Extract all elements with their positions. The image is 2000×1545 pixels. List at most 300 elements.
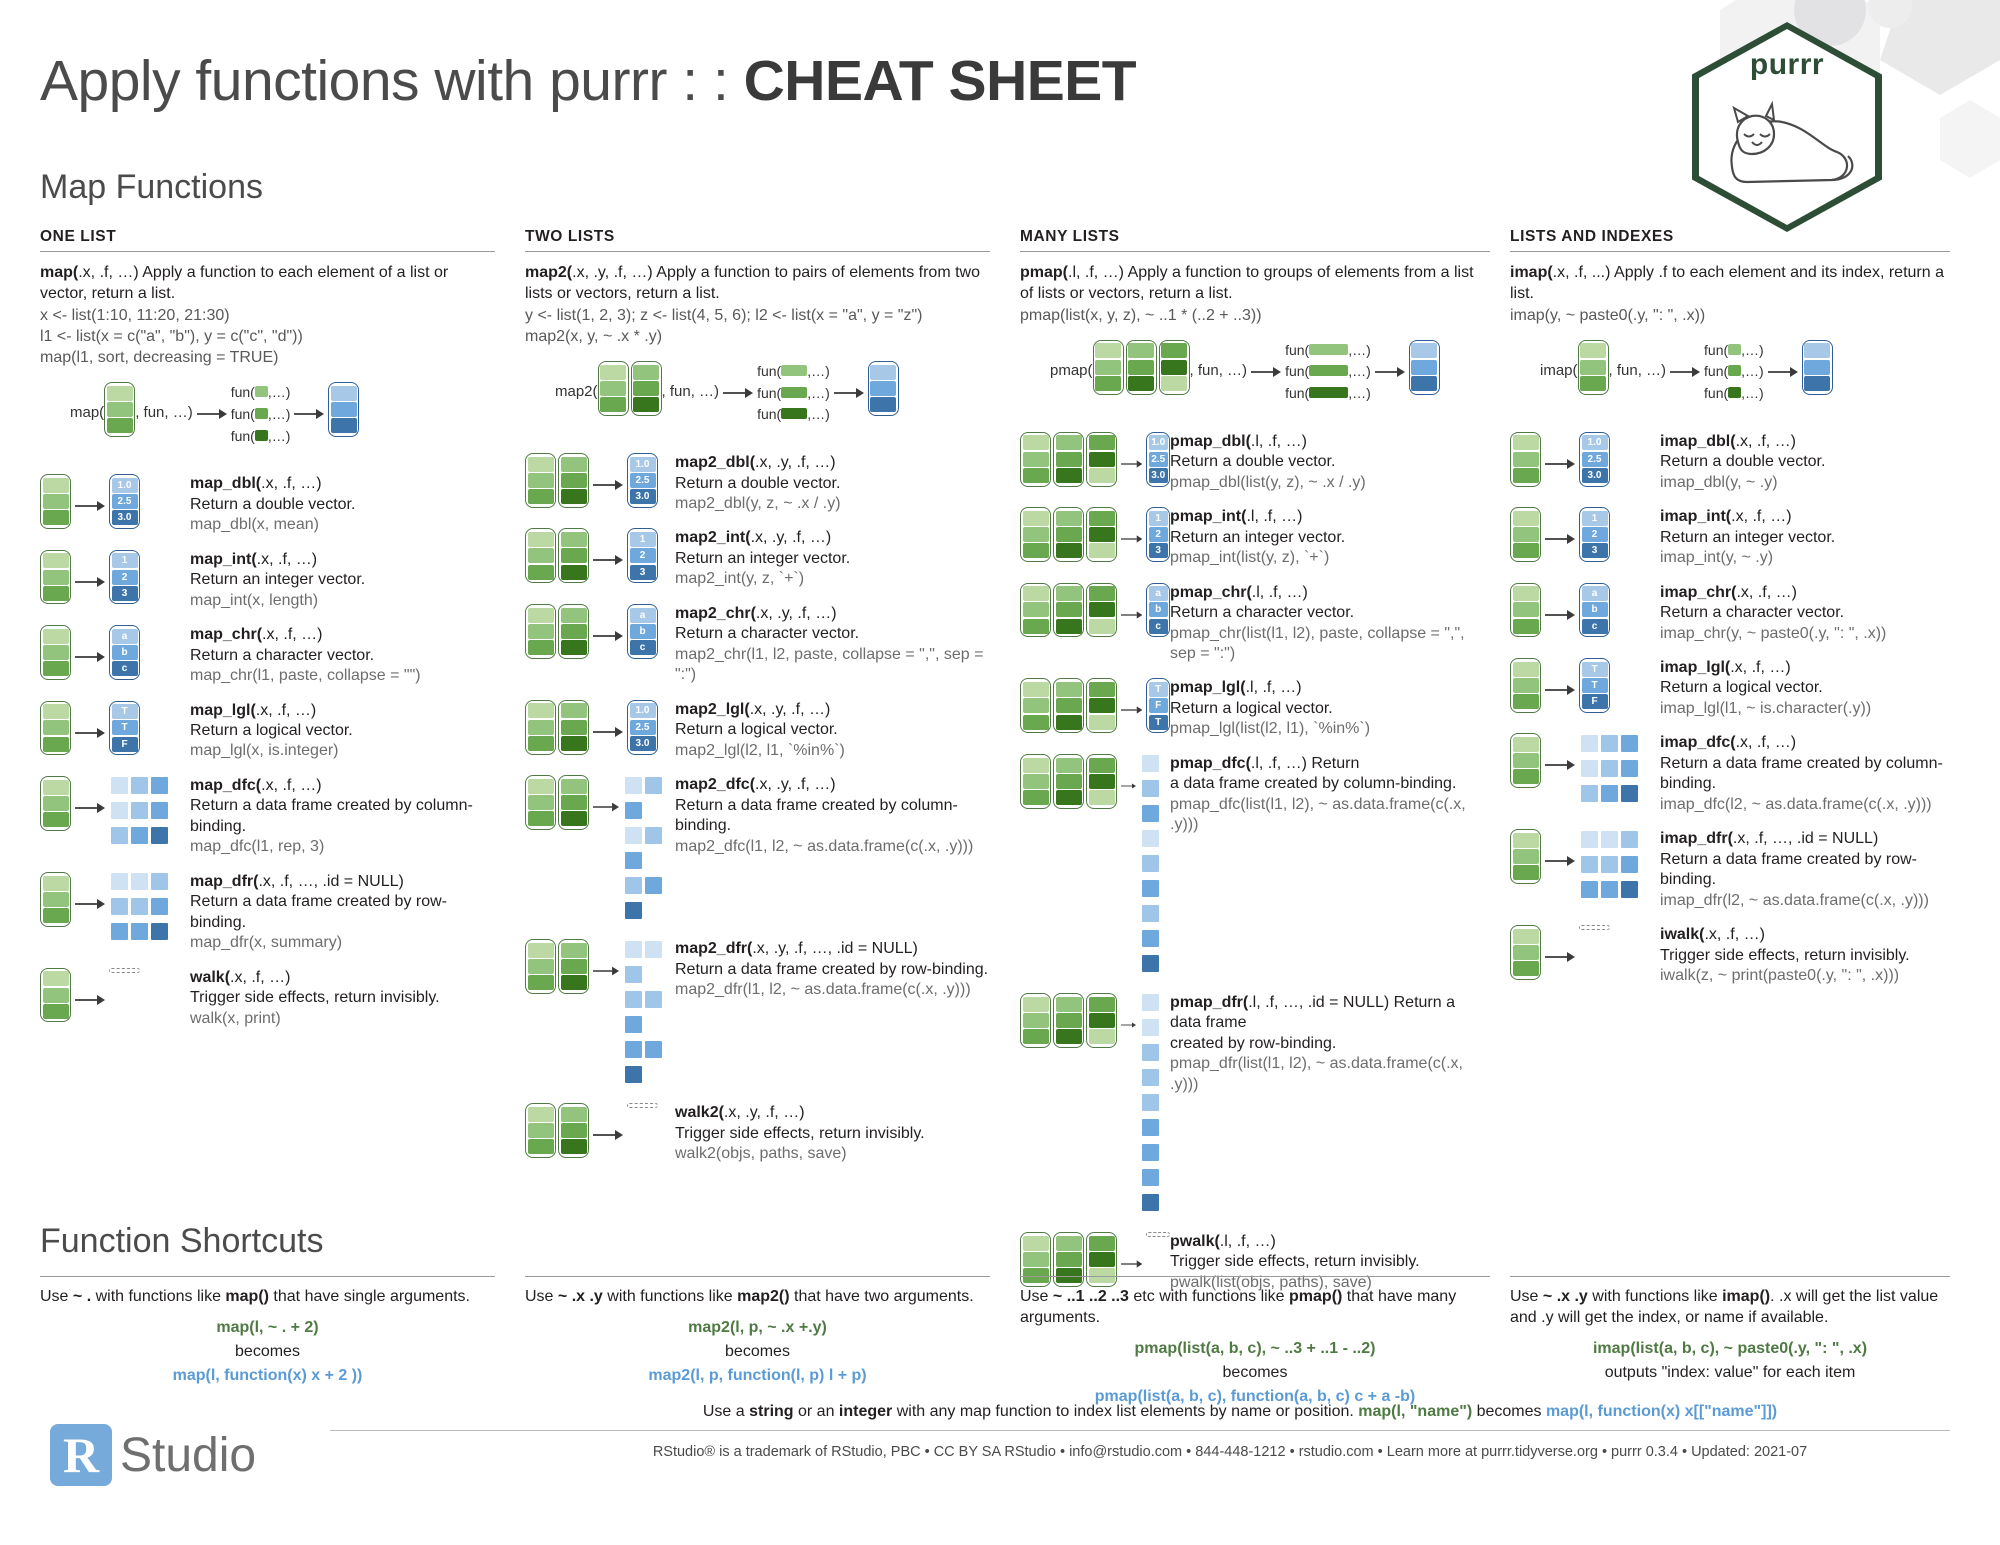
column-code-example: pmap(list(x, y, z), ~ ..1 * (..2 + ..3)) (1020, 306, 1262, 324)
function-entry-graphic (525, 939, 675, 1089)
function-example: walk(x, print) (190, 1009, 281, 1027)
function-entry (1510, 658, 1950, 719)
column-intro: pmap(.l, .f, …) Apply a function to groups of elements from a list of lists or vectors, return a list. pmap(list(x, y, z), ~ ..1 * (..2 + ..3)) (1020, 262, 1490, 326)
function-entry-graphic (1510, 658, 1660, 713)
list-vector-graphic (558, 528, 589, 583)
output-vector-graphic (328, 382, 359, 437)
column-code-example: x <- list(1:10, 11:20, 21:30) l1 <- list(x = c("a", "b"), y = c("c", "d")) map(l1, sort, decreasing = TRUE) (40, 306, 303, 367)
function-name: map_dfr( (190, 872, 259, 890)
string-note-pre: Use a (702, 1403, 750, 1420)
column-intro: imap(.x, .f, ...) Apply .f to each element and its index, return a list. imap(y, ~ paste0(.y, ": ", .x)) (1510, 262, 1950, 326)
arrow-icon (834, 383, 864, 403)
list-vector-graphic (558, 775, 589, 830)
function-description: Return a logical vector. (1170, 699, 1333, 717)
function-name: map2_chr( (675, 604, 756, 622)
invisible-output-graphic (1579, 925, 1610, 930)
function-description: Return a data frame created by row-binding. (1660, 850, 1918, 889)
function-description: Trigger side effects, return invisibly. (1660, 946, 1910, 964)
string-note-green-code: map(l, "name") (1358, 1403, 1473, 1420)
function-description: Return a character vector. (675, 625, 860, 643)
page-title (40, 48, 1136, 114)
diagram-fun-calls: fun( ,…) fun( ,…) fun( ,…) (1285, 341, 1371, 402)
output-vector-graphic: 1 2 3 (1579, 507, 1610, 562)
string-note-blue-code: map(l, function(x) x[["name"]]) (1545, 1403, 1778, 1420)
string-note-bold-integer: integer (838, 1403, 893, 1420)
function-entry (40, 625, 495, 686)
function-entry-text: iwalk(.x, .f, …) Trigger side effects, return invisibly. iwalk(z, ~ print(paste0(.y, ": ", .x))) (1660, 925, 1910, 986)
function-entry (1020, 507, 1490, 568)
function-description: Return a logical vector. (1660, 679, 1823, 697)
output-vector-graphic: 1.0 2.5 3.0 (627, 453, 658, 508)
list-vector-graphic (40, 550, 71, 605)
function-description: Return a data frame created by row-binding. (675, 960, 989, 978)
output-vector-graphic: 1 2 3 (109, 550, 140, 605)
function-entry-graphic (40, 968, 190, 1023)
function-entry-text: pmap_lgl(.l, .f, …) Return a logical vector. pmap_lgl(list(l2, l1), `%in%`) (1170, 678, 1370, 739)
function-example: pmap_dfc(list(l1, l2), ~ as.data.frame(c(.x, .y))) (1170, 795, 1466, 834)
list-vector-graphic (558, 939, 589, 994)
shortcut-green-code: map2(l, p, ~ .x +.y) (688, 1319, 827, 1337)
function-description: Trigger side effects, return invisibly. (190, 989, 440, 1007)
function-description: Return a character vector. (190, 646, 375, 664)
output-vector-graphic: a b c (627, 604, 658, 659)
shortcut-divider (1020, 1276, 1490, 1277)
function-name: pmap_lgl( (1170, 679, 1246, 697)
shortcut-blue-code: pmap(list(a, b, c), function(a, b, c) c + a -b) (1094, 1388, 1416, 1406)
shortcut-green-code: pmap(list(a, b, c), ~ ..3 + ..1 - ..2) (1134, 1340, 1376, 1358)
shortcut-becomes: outputs "index: value" for each item (1604, 1364, 1856, 1382)
function-entry (1510, 432, 1950, 493)
string-note-bold-string: string (749, 1403, 794, 1420)
list-vector-graphic (558, 1103, 589, 1158)
function-entry (1020, 993, 1490, 1218)
footer-divider (330, 1430, 1950, 1431)
function-entry-text: walk(.x, .f, …) Trigger side effects, return invisibly. walk(x, print) (190, 968, 440, 1029)
function-name: pwalk( (1170, 1232, 1220, 1250)
function-description: Trigger side effects, return invisibly. (675, 1124, 925, 1142)
function-example: map_dfr(x, summary) (190, 934, 343, 952)
function-entry-graphic (1020, 754, 1170, 979)
invisible-output-graphic (1146, 1232, 1170, 1237)
function-entry (40, 776, 495, 858)
arrow-icon (75, 723, 105, 743)
output-vector-graphic (868, 361, 899, 416)
function-name: pmap_int( (1170, 508, 1247, 526)
list-vector-graphic (1020, 754, 1051, 809)
list-vector-graphic (525, 775, 556, 830)
column-heading: MANY LISTS (1020, 228, 1490, 252)
function-entry (40, 474, 495, 535)
row-bind-grid-graphic (1140, 993, 1170, 1218)
arrow-icon (593, 550, 623, 570)
function-entry-text: map_dbl(.x, .f, …) Return a double vector. map_dbl(x, mean) (190, 474, 355, 535)
function-name: imap_chr( (1660, 583, 1737, 601)
function-entry (1510, 829, 1950, 911)
output-vector-graphic: 1 2 3 (627, 528, 658, 583)
list-vector-graphic (1086, 507, 1117, 562)
function-entry-text: map2_dfc(.x, .y, .f, …) Return a data frame created by column-binding. map2_dfc(l1, l2, ~ as.data.frame(c(.x, .y))) (675, 775, 990, 857)
shortcut-becomes: becomes (725, 1343, 790, 1361)
function-shortcut-4 (1510, 1276, 1950, 1383)
function-entry-text: pmap_int(.l, .f, …) Return an integer vector. pmap_int(list(y, z), `+`) (1170, 507, 1345, 568)
function-entry (1510, 507, 1950, 568)
function-name: walk( (190, 968, 231, 986)
arrow-icon (294, 404, 324, 424)
arrow-icon (75, 647, 105, 667)
arrow-icon (593, 626, 623, 646)
footer-text: RStudio® is a trademark of RStudio, PBC • CC BY SA RStudio • info@rstudio.com • 844-448-1212 • rstudio.com • Learn more at purrr.tidyverse.org • purrr 0.3.4 • Updated: 2021-07 (652, 1444, 1808, 1460)
function-example: pwalk(list(objs, paths), save) (1170, 1273, 1372, 1291)
function-name: pmap_dbl( (1170, 432, 1251, 450)
function-entry-graphic (525, 700, 675, 755)
function-example: imap_dbl(y, ~ .y) (1660, 473, 1778, 491)
list-vector-graphic (1086, 678, 1117, 733)
function-entry-text: map2_int(.x, .y, .f, …) Return an integer vector. map2_int(y, z, `+`) (675, 528, 850, 589)
output-vector-graphic (1409, 340, 1440, 395)
function-name: map2_dbl( (675, 454, 756, 472)
column-diagram (40, 382, 495, 460)
function-entry (1020, 583, 1490, 665)
function-entry (1020, 432, 1490, 493)
function-example: iwalk(z, ~ print(paste0(.y, ": ", .x))) (1660, 967, 1900, 985)
output-vector-graphic: 1.0 2.5 3.0 (109, 474, 140, 529)
output-vector-graphic (1802, 340, 1833, 395)
function-example: map2_dbl(y, z, ~ .x / .y) (675, 495, 841, 512)
list-vector-graphic (40, 474, 71, 529)
function-entry-graphic (1020, 432, 1170, 487)
function-entry-text: map_dfr(.x, .f, …, .id = NULL) Return a data frame created by row-binding. map_dfr(x, summary) (190, 872, 495, 954)
shortcut-blue-code: map2(l, p, function(l, p) l + p) (648, 1367, 867, 1385)
function-entry (40, 550, 495, 611)
function-description: Return an integer vector. (1660, 528, 1836, 546)
list-vector-graphic (1510, 829, 1541, 884)
diagram-fun-args: , fun, …) (1608, 361, 1667, 379)
column-heading: ONE LIST (40, 228, 495, 252)
function-entry (40, 872, 495, 954)
function-entry-text: pmap_dbl(.l, .f, …) Return a double vector. pmap_dbl(list(y, z), ~ .x / .y) (1170, 432, 1366, 493)
string-note-mid2: with any map function to index list elements by name or position. (892, 1403, 1359, 1420)
function-entry (525, 700, 990, 761)
list-vector-graphic (1086, 583, 1117, 638)
function-entry-text: map_chr(.x, .f, …) Return a character vector. map_chr(l1, paste, collapse = "") (190, 625, 421, 686)
function-entry (525, 1103, 990, 1164)
output-vector-graphic: 1.0 2.5 3.0 (1146, 432, 1170, 487)
function-name: iwalk( (1660, 926, 1705, 944)
function-entry (525, 939, 990, 1089)
column-diagram (1020, 340, 1490, 418)
function-example: imap_dfc(l2, ~ as.data.frame(c(.x, .y))) (1660, 795, 1932, 813)
column-heading: LISTS AND INDEXES (1510, 228, 1950, 252)
function-description: Return a data frame created by column-binding. (190, 797, 473, 835)
list-vector-graphic (1086, 432, 1117, 487)
function-description: Return a logical vector. (190, 722, 353, 740)
diagram-fun-args: , fun, …) (135, 404, 193, 422)
section-title-function-shortcuts: Function Shortcuts (40, 1222, 324, 1260)
function-description: Return a double vector. (675, 474, 841, 492)
list-vector-graphic (525, 528, 556, 583)
list-vector-graphic (1053, 754, 1084, 809)
function-shortcut-2 (525, 1276, 990, 1386)
function-shortcut-3 (1020, 1276, 1490, 1408)
function-description: created by row-binding. (1170, 1034, 1337, 1052)
list-vector-graphic (1159, 340, 1190, 395)
arrow-icon (1545, 680, 1575, 700)
function-example: walk2(objs, paths, save) (675, 1145, 847, 1163)
function-entry (1020, 678, 1490, 739)
shortcut-becomes: becomes (1222, 1364, 1288, 1382)
list-vector-graphic (558, 453, 589, 508)
shortcut-green-code: imap(list(a, b, c), ~ paste0(.y, ": ", .x) (1592, 1340, 1868, 1358)
function-entry (1510, 583, 1950, 644)
rstudio-logo-mark: R (50, 1424, 112, 1486)
row-bind-grid-graphic (1579, 829, 1639, 904)
function-example: imap_dfr(l2, ~ as.data.frame(c(.x, .y))) (1660, 891, 1929, 909)
arrow-icon (75, 496, 105, 516)
function-entry-text: map_lgl(.x, .f, …) Return a logical vector. map_lgl(x, is.integer) (190, 701, 353, 762)
function-entry-text: imap_dfr(.x, .f, …, .id = NULL) Return a data frame created by row-binding. imap_dfr(l2, ~ as.data.frame(c(.x, .y))) (1660, 829, 1950, 911)
function-description: Return an integer vector. (190, 571, 366, 589)
list-vector-graphic (1053, 432, 1084, 487)
function-name: imap_dfc( (1660, 734, 1736, 752)
function-entry-graphic (40, 872, 190, 947)
arrow-icon (1545, 851, 1575, 871)
function-entry (525, 453, 990, 514)
function-entry (40, 701, 495, 762)
list-vector-graphic (1020, 993, 1051, 1048)
diagram-label: pmap( (1050, 361, 1093, 379)
arrow-icon (1545, 947, 1575, 967)
row-bind-grid-graphic (109, 872, 169, 947)
function-entry-graphic (40, 550, 190, 605)
function-description: Return a data frame created by row-binding. (190, 893, 448, 931)
function-example: imap_int(y, ~ .y) (1660, 549, 1774, 567)
diagram-label: imap( (1540, 361, 1578, 379)
function-entry (1020, 754, 1490, 979)
function-entry-graphic (1510, 925, 1660, 980)
function-name: map_lgl( (190, 701, 256, 719)
function-description: Return an integer vector. (675, 549, 851, 567)
list-vector-graphic (1053, 583, 1084, 638)
section-title-map-functions: Map Functions (40, 168, 263, 206)
arrow-icon (1121, 529, 1142, 549)
arrow-icon (1121, 454, 1142, 474)
list-vector-graphic (40, 872, 71, 927)
function-entry-graphic (525, 453, 675, 508)
list-vector-graphic (1053, 507, 1084, 562)
output-vector-graphic: T T F (109, 701, 140, 756)
diagram-fun-args: , fun, …) (1189, 361, 1248, 379)
list-vector-graphic (525, 939, 556, 994)
function-description: Trigger side effects, return invisibly. (1170, 1253, 1420, 1271)
function-entry-text: map2_dbl(.x, .y, .f, …) Return a double vector. map2_dbl(y, z, ~ .x / .y) (675, 453, 841, 514)
string-note-mid1: or an (793, 1403, 839, 1420)
shortcut-becomes: becomes (235, 1343, 300, 1361)
function-name: imap_lgl( (1660, 659, 1731, 677)
column-bind-grid-graphic (109, 776, 169, 851)
function-example: map2_chr(l1, l2, paste, collapse = ",", sep = ":") (675, 645, 984, 684)
list-vector-graphic (1020, 432, 1051, 487)
arrow-icon (1375, 362, 1405, 382)
function-name: imap_dfr( (1660, 830, 1733, 848)
function-entry-text: map2_dfr(.x, .y, .f, …, .id = NULL) Return a data frame created by row-binding. map2_dfr(l1, l2, ~ as.data.frame(c(.x, .y))) (675, 939, 988, 1000)
function-example: map_dbl(x, mean) (190, 516, 319, 534)
function-example: map_chr(l1, paste, collapse = "") (190, 667, 421, 685)
arrow-icon (1545, 605, 1575, 625)
shortcut-divider (40, 1276, 495, 1277)
column-diagram (1510, 340, 1950, 418)
function-entry-graphic (40, 776, 190, 851)
function-entry-graphic (525, 1103, 675, 1158)
column-intro: map(.x, .f, …) Apply a function to each element of a list or vector, return a list. x <- list(1:10, 11:20, 21:30) l1 <- list(x = c("a", "b"), y = c("c", "d")) map(l1, sort, decreasing = TRUE) (40, 262, 495, 368)
list-vector-graphic (1086, 754, 1117, 809)
list-vector-graphic (1510, 583, 1541, 638)
list-vector-graphic (1020, 583, 1051, 638)
output-vector-graphic: a b c (1579, 583, 1610, 638)
list-vector-graphic (1020, 507, 1051, 562)
function-entry-text: pwalk(.l, .f, …) Trigger side effects, return invisibly. pwalk(list(objs, paths), save) (1170, 1232, 1420, 1293)
arrow-icon (1121, 776, 1136, 796)
function-name: walk2( (675, 1104, 724, 1122)
column-diagram (525, 361, 990, 439)
output-vector-graphic: a b c (1146, 583, 1170, 638)
function-name: map2_dfc( (675, 776, 756, 794)
function-entry-text: pmap_dfr(.l, .f, …, .id = NULL) Return a data frame created by row-binding. pmap_dfr(list(l1, l2), ~ as.data.frame(c(.x, .y))) (1170, 993, 1490, 1095)
list-vector-graphic (40, 625, 71, 680)
function-entry-text: pmap_dfc(.l, .f, …) Return a data frame created by column-binding. pmap_dfc(list(l1, l2), ~ as.data.frame(c(.x, .y))) (1170, 754, 1490, 836)
function-example: map2_int(y, z, `+`) (675, 570, 805, 588)
arrow-icon (1545, 454, 1575, 474)
purrr-hex-logo (1692, 22, 1882, 232)
function-example: map2_lgl(l2, l1, `%in%`) (675, 741, 845, 759)
arrow-icon (75, 990, 105, 1010)
output-vector-graphic: T F T (1146, 678, 1170, 733)
list-vector-graphic (525, 1103, 556, 1158)
diagram-label: map2( (555, 383, 598, 401)
function-name: map2_lgl( (675, 700, 750, 718)
list-vector-graphic (40, 968, 71, 1023)
list-vector-graphic (1053, 678, 1084, 733)
function-example: imap_lgl(l1, ~ is.character(.y)) (1660, 699, 1872, 717)
column-heading: TWO LISTS (525, 228, 990, 252)
arrow-icon (723, 383, 753, 403)
arrow-icon (1545, 755, 1575, 775)
list-vector-graphic (598, 361, 629, 416)
function-entry-text: pmap_chr(.l, .f, …) Return a character vector. pmap_chr(list(l1, l2), paste, collapse = ",", sep = ":") (1170, 583, 1490, 665)
function-entry-graphic (40, 625, 190, 680)
list-vector-graphic (104, 382, 135, 437)
function-entry-graphic (1020, 678, 1170, 733)
function-entry-text: map2_lgl(.x, .y, .f, …) Return a logical vector. map2_lgl(l2, l1, `%in%`) (675, 700, 845, 761)
cat-illustration (1712, 92, 1862, 202)
list-vector-graphic (631, 361, 662, 416)
function-entry (40, 968, 495, 1029)
function-name: imap_int( (1660, 508, 1732, 526)
list-vector-graphic (525, 453, 556, 508)
shortcut-divider (525, 1276, 990, 1277)
function-name: pmap_chr( (1170, 583, 1252, 601)
arrow-icon (1670, 362, 1700, 382)
row-bind-grid-graphic (623, 939, 675, 1089)
background-decoration (1240, 0, 2000, 220)
function-entry-graphic (525, 775, 675, 925)
arrow-icon (1121, 1254, 1142, 1274)
list-vector-graphic (40, 776, 71, 831)
arrow-icon (1121, 700, 1142, 720)
shortcut-description: Use ~ ..1 ..2 ..3 etc with functions like pmap() that have many arguments. (1020, 1288, 1457, 1327)
diagram-fun-calls: fun( ,…) fun( ,…) fun( ,…) (757, 363, 830, 423)
list-vector-graphic (558, 604, 589, 659)
function-entry-graphic (40, 701, 190, 756)
function-entry-graphic (1020, 583, 1170, 638)
shortcut-green-code: map(l, ~ . + 2) (216, 1319, 319, 1337)
output-vector-graphic: 1.0 2.5 3.0 (1579, 432, 1610, 487)
function-example: pmap_dfr(list(l1, l2), ~ as.data.frame(c(.x, .y))) (1170, 1055, 1463, 1093)
function-example: pmap_lgl(list(l2, l1), `%in%`) (1170, 720, 1371, 738)
map-column-one-list (40, 228, 495, 1029)
arrow-icon (1121, 605, 1142, 625)
list-vector-graphic (1053, 993, 1084, 1048)
rstudio-logo (50, 1424, 256, 1486)
function-entry-text: imap_lgl(.x, .f, …) Return a logical vector. imap_lgl(l1, ~ is.character(.y)) (1660, 658, 1871, 719)
output-vector-graphic: T T F (1579, 658, 1610, 713)
list-vector-graphic (1020, 678, 1051, 733)
arrow-icon (593, 722, 623, 742)
function-entry-text: imap_dfc(.x, .f, …) Return a data frame created by column-binding. imap_dfc(l2, ~ as.data.frame(c(.x, .y))) (1660, 733, 1950, 815)
diagram-fun-args: , fun, …) (661, 383, 720, 401)
function-entry-graphic (1510, 583, 1660, 638)
output-vector-graphic: a b c (109, 625, 140, 680)
function-description: Return a logical vector. (675, 721, 838, 739)
arrow-icon (593, 797, 619, 817)
function-description: a data frame created by column-binding. (1170, 775, 1457, 793)
function-entry-graphic (525, 528, 675, 583)
function-entry-text: imap_chr(.x, .f, …) Return a character vector. imap_chr(y, ~ paste0(.y, ": ", .x)) (1660, 583, 1886, 644)
function-entry-text: map2_chr(.x, .y, .f, …) Return a character vector. map2_chr(l1, l2, paste, collapse = ",", sep = ":") (675, 604, 990, 686)
diagram-fun-calls: fun( ,…) fun( ,…) fun( ,…) (230, 384, 291, 444)
function-name: map_chr( (190, 626, 263, 644)
hex-logo-label: purrr (1749, 48, 1825, 81)
function-description: Return a double vector. (190, 495, 356, 513)
list-vector-graphic (1510, 432, 1541, 487)
list-vector-graphic (1086, 993, 1117, 1048)
function-entry-graphic (1510, 733, 1660, 808)
function-description: Return a data frame created by column-binding. (675, 796, 958, 835)
shortcut-description: Use ~ . with functions like map() that have single arguments. (40, 1288, 470, 1305)
diagram-label: map( (70, 404, 105, 422)
function-name: pmap_dfr( (1170, 993, 1249, 1011)
output-vector-graphic: 1.0 2.5 3.0 (627, 700, 658, 755)
function-example: map2_dfc(l1, l2, ~ as.data.frame(c(.x, .y))) (675, 837, 974, 855)
column-code-example: y <- list(1, 2, 3); z <- list(4, 5, 6); l2 <- list(x = "a", y = "z") map2(x, y, ~ .x * .y) (525, 306, 923, 345)
column-bind-grid-graphic (1140, 754, 1170, 979)
function-entry (525, 775, 990, 925)
function-example: map2_dfr(l1, l2, ~ as.data.frame(c(.x, .y))) (675, 981, 971, 999)
function-example: pmap_chr(list(l1, l2), paste, collapse = ",", sep = ":") (1170, 624, 1465, 663)
list-vector-graphic (1510, 733, 1541, 788)
function-entry-graphic (1510, 432, 1660, 487)
column-bind-grid-graphic (623, 775, 675, 925)
arrow-icon (1768, 362, 1798, 382)
function-description: Return a character vector. (1660, 604, 1845, 622)
arrow-icon (75, 798, 105, 818)
list-vector-graphic (525, 604, 556, 659)
list-vector-graphic (1126, 340, 1157, 395)
function-entry-graphic (40, 474, 190, 529)
function-example: imap_chr(y, ~ paste0(.y, ": ", .x)) (1660, 624, 1887, 642)
function-entry-graphic (1020, 993, 1170, 1218)
function-example: map_lgl(x, is.integer) (190, 742, 339, 760)
list-vector-graphic (40, 701, 71, 756)
